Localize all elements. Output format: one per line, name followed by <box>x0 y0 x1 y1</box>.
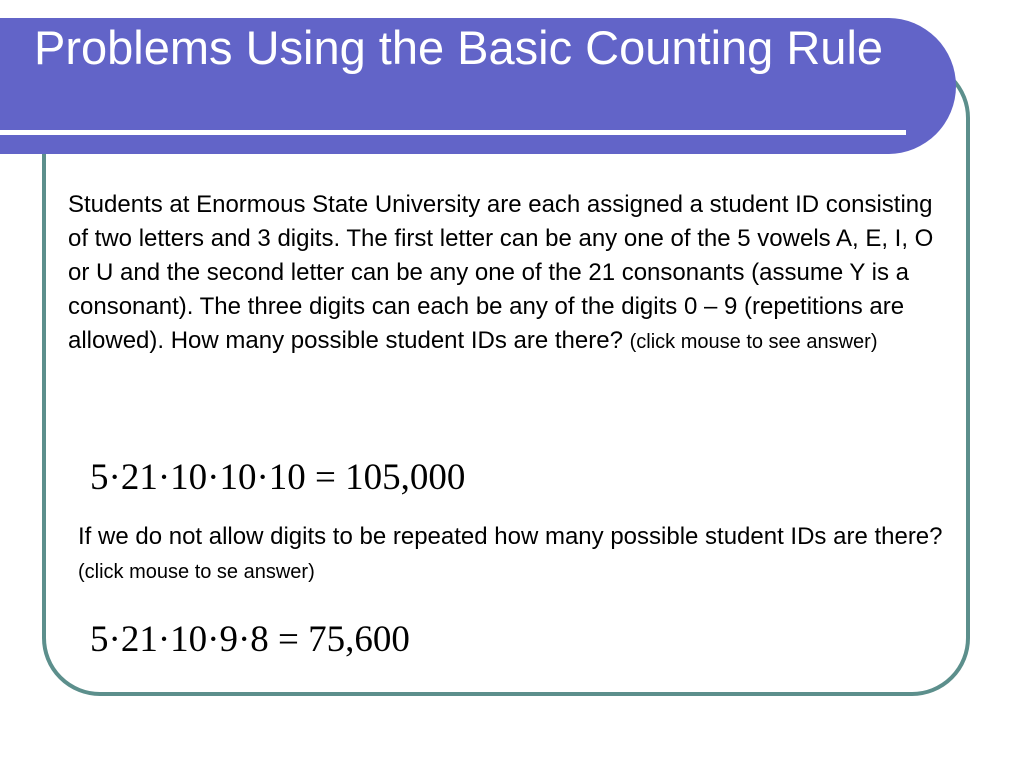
title-underline <box>0 130 906 135</box>
answer-equation-1: 5·21·10·10·10 = 105,000 <box>90 457 466 498</box>
question-2-body: If we do not allow digits to be repeated how many possible student IDs are there? <box>78 523 943 550</box>
click-hint-2[interactable]: (click mouse to se answer) <box>78 561 315 583</box>
answer-equation-2: 5·21·10·9·8 = 75,600 <box>90 619 410 660</box>
question-text-1 <box>68 188 948 359</box>
slide-title: Problems Using the Basic Counting Rule <box>34 21 884 74</box>
content-frame <box>42 60 970 696</box>
click-hint-1[interactable]: (click mouse to see answer) <box>629 331 878 353</box>
question-1-body: Students at Enormous State University are each assigned a student ID consisting of two letters and 3 digits. The first letter can be any one of the 5 vowels A, E, I, O or U and the second letter can be any one of the 21 consonants (assume Y is a consonant). The three digits can each be any of the digits 0 – 9 (repetitions are allowed). How many possible student IDs are there? <box>68 191 934 354</box>
question-text-2 <box>78 520 958 589</box>
